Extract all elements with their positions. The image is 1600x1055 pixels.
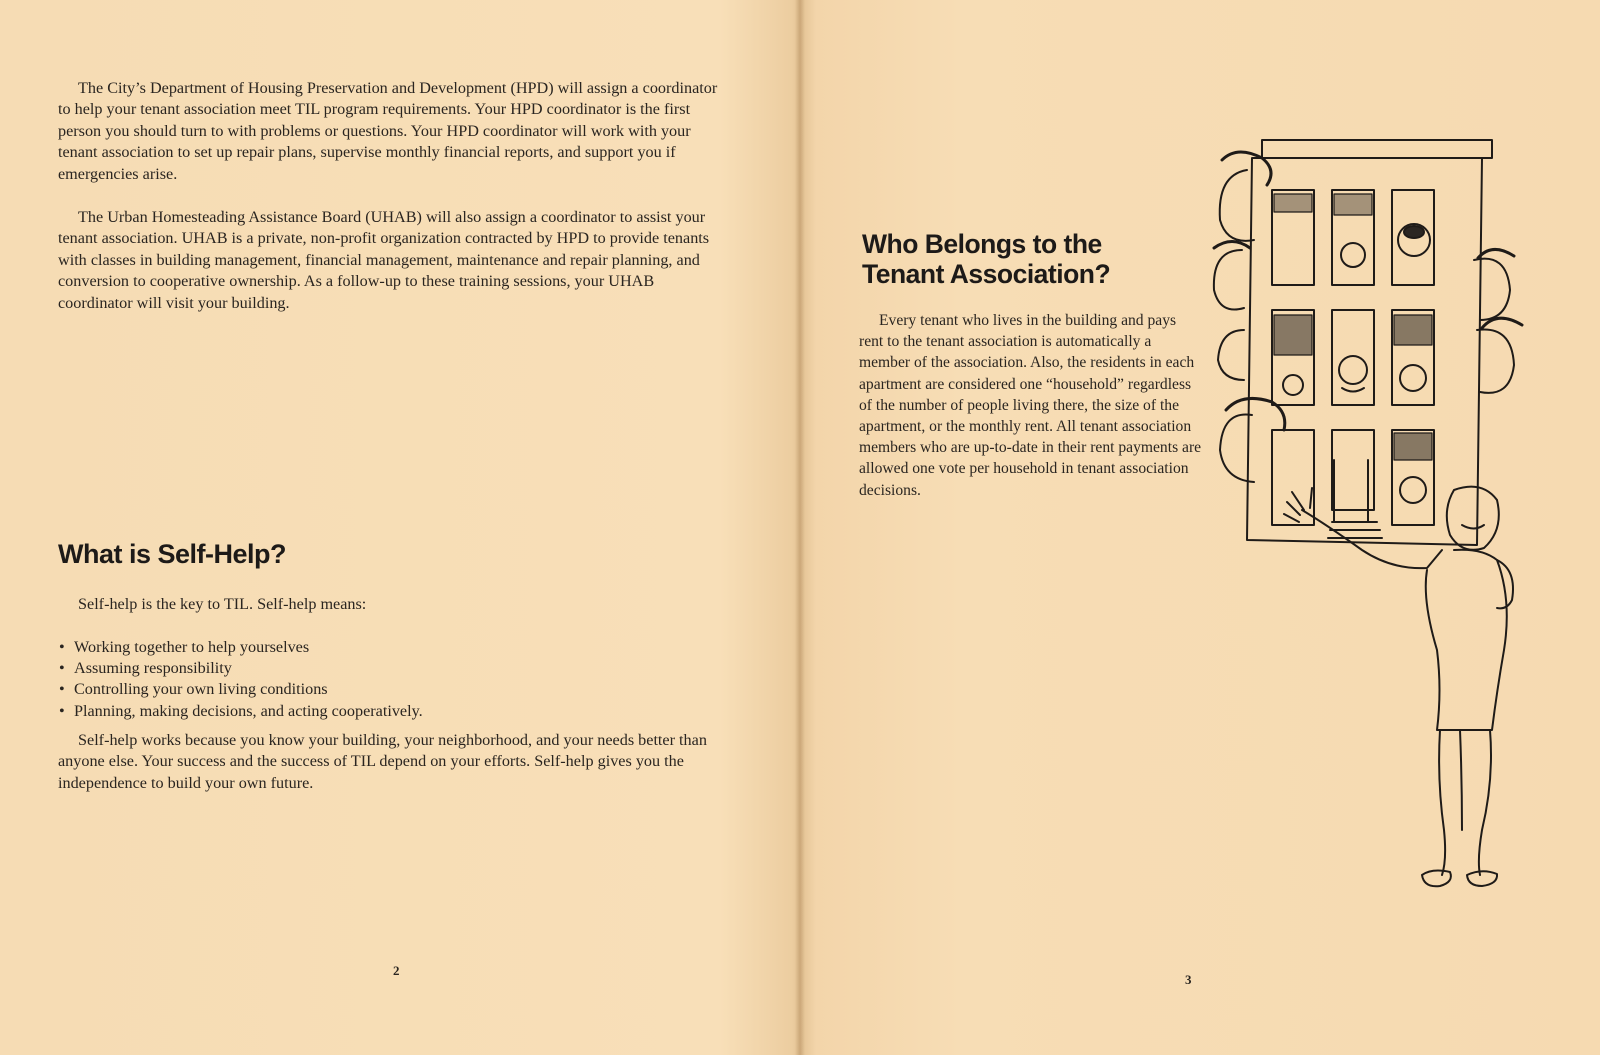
face — [1283, 375, 1303, 395]
bullet-icon: • — [59, 659, 65, 678]
self-help-intro: Self-help is the key to TIL. Self-help means: — [78, 595, 367, 613]
bullet-icon: • — [59, 680, 65, 699]
man-torso — [1426, 550, 1507, 730]
heading-what-is-self-help: What is Self-Help? — [58, 539, 287, 569]
face-left-middle — [1214, 250, 1244, 310]
face — [1341, 243, 1365, 267]
list-item: • Assuming responsibility — [58, 658, 423, 679]
door — [1334, 460, 1368, 522]
face — [1339, 356, 1367, 384]
face-right-middle — [1477, 329, 1514, 392]
paragraph-membership: Every tenant who lives in the building and pays rent to the tenant association is automatically a member of the association. Also, the residents in each apartment are considered one “household” regardless of the number of people living there, the size of the apartment, or the monthly rent. All tenant association members who are up-to-date in their rent payments are allowed one vote per household in tenant association decisions. — [859, 312, 1202, 499]
face-left-lower — [1218, 330, 1244, 380]
illustration-man-holding-building — [1192, 130, 1592, 900]
heading-who-belongs: Who Belongs to the Tenant Association? — [862, 229, 1111, 289]
paragraph-self-help-works: Self-help works because you know your building, your neighborhood, and your needs better than anyone else. Your success and the success of TIL depend on your efforts. Self-help gives you the independence to build your own future. — [58, 731, 707, 792]
man-arm-left — [1302, 510, 1442, 568]
list-item: • Controlling your own living conditions — [58, 679, 423, 700]
self-help-bullet-list — [58, 637, 423, 722]
right-page — [802, 0, 1600, 1055]
page-number-right: 3 — [1185, 972, 1192, 987]
face — [1400, 477, 1426, 503]
list-item: • Working together to help yourselves — [58, 637, 423, 658]
face — [1400, 365, 1426, 391]
left-page — [0, 0, 798, 1055]
window — [1272, 430, 1314, 525]
face-left-top — [1220, 170, 1254, 241]
man-legs — [1439, 730, 1491, 875]
man-shoes — [1422, 871, 1497, 887]
bullet-icon: • — [59, 638, 65, 656]
list-item: • Planning, making decisions, and acting cooperatively. — [58, 701, 423, 722]
man-head — [1447, 487, 1499, 550]
page-number-left: 2 — [393, 963, 400, 978]
bullet-icon: • — [59, 701, 65, 720]
paragraph-uhab-coordinator: The Urban Homesteading Assistance Board (UHAB) will also assign a coordinator to assist your tenant association. UHAB is a private, non-profit organization contracted by HPD to provide tenants with classes in building management, financial management, maintenance and repair planning, and conversion to cooperative ownership. As a follow-up to these training sessions, your UHAB coordinator will visit your building. — [58, 208, 710, 312]
paragraph-hpd-coordinator: The City’s Department of Housing Preservation and Development (HPD) will assign a coordinator to help your tenant association meet TIL program requirements. Your HPD coordinator is the first person you should turn to with problems or questions. Your HPD coordinator will work with your tenant association to set up repair plans, supervise monthly financial reports, and support you if emergencies arise. — [58, 79, 718, 183]
